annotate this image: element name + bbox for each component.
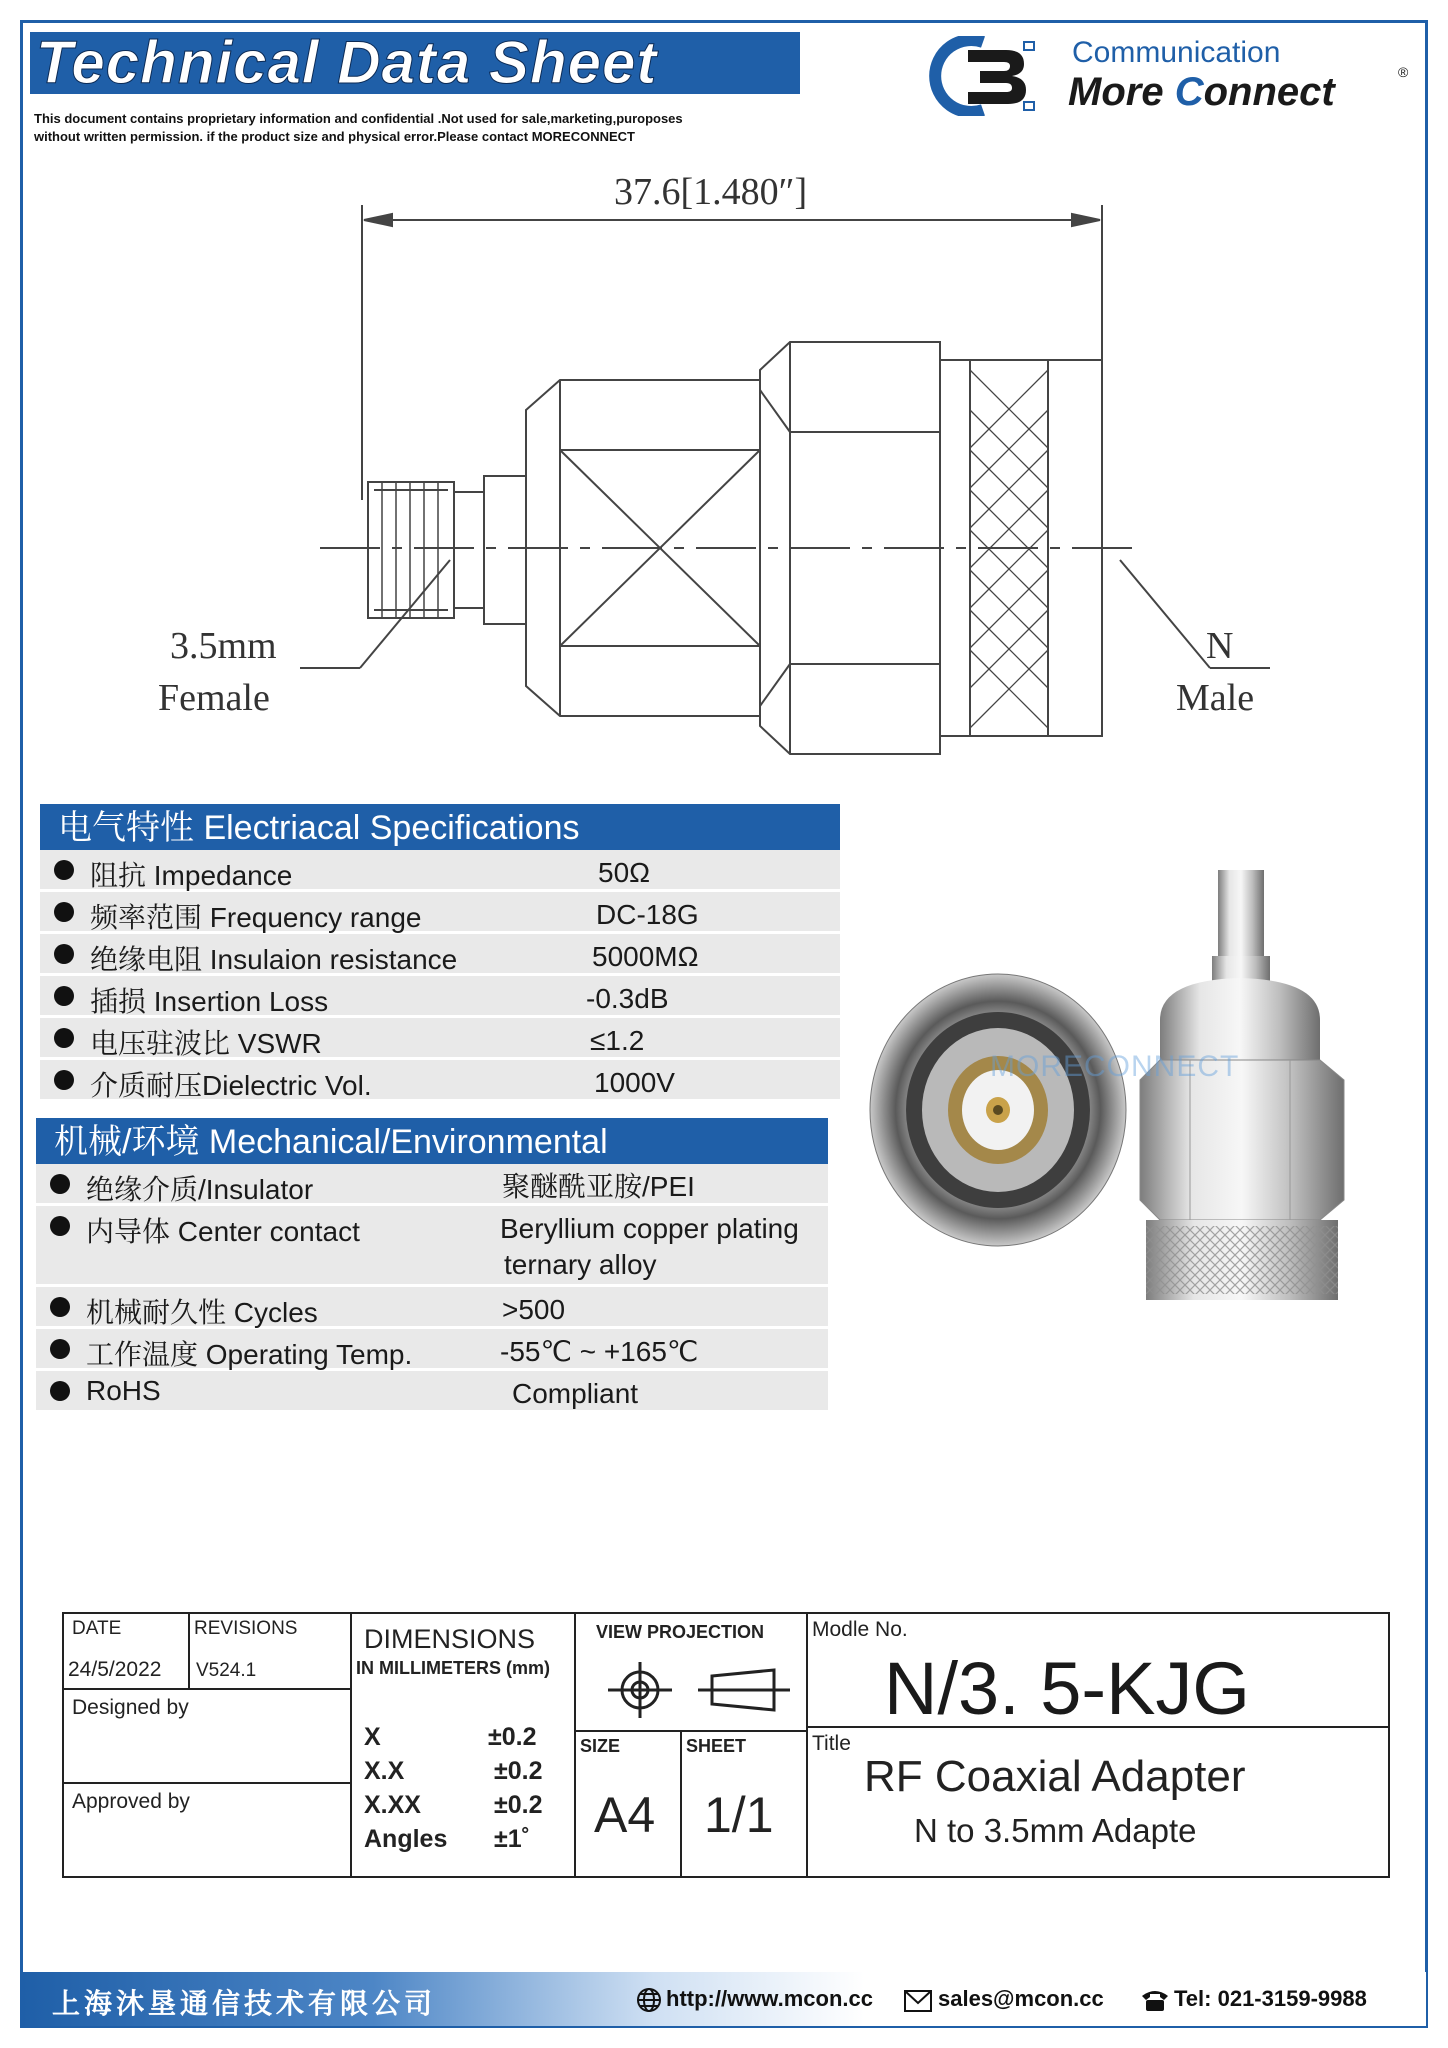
left-end-gender: Female xyxy=(158,677,270,719)
disclaimer-line-1: This document contains proprietary information and confidential .Not used for sale,marketing,puroposes xyxy=(34,111,683,126)
website-link[interactable]: http://www.mcon.cc xyxy=(666,1986,873,2011)
spec-row: 工作温度 Operating Temp. -55℃ ~ +165℃ xyxy=(36,1329,828,1371)
revisions-label: REVISIONS xyxy=(194,1618,298,1639)
tolerance-row: X.X ±0.2 xyxy=(364,1757,543,1785)
dimensions-units: IN MILLIMETERS (mm) xyxy=(356,1658,550,1678)
spec-row: 介质耐压Dielectric Vol. 1000V xyxy=(40,1060,840,1102)
disclaimer xyxy=(34,110,834,146)
bullet-icon xyxy=(50,1297,70,1317)
company-name: 上海沐垦通信技术有限公司 xyxy=(52,1988,437,2019)
designed-by-label: Designed by xyxy=(72,1696,189,1719)
sheet-value: 1/1 xyxy=(704,1787,774,1843)
bullet-icon xyxy=(54,1028,74,1048)
company-logo-icon xyxy=(928,36,1038,116)
view-projection-label: VIEW PROJECTION xyxy=(596,1622,765,1642)
bullet-icon xyxy=(54,944,74,964)
email-icon xyxy=(904,1990,932,2012)
model-label: Modle No. xyxy=(812,1618,908,1641)
bullet-icon xyxy=(54,860,74,880)
photo-watermark: MORECONNECT xyxy=(990,1050,1240,1083)
title-label: Title xyxy=(812,1732,851,1755)
spec-row: 插损 Insertion Loss -0.3dB xyxy=(40,976,840,1018)
spec-row: RoHS Compliant xyxy=(36,1371,828,1413)
approved-by-label: Approved by xyxy=(72,1790,190,1813)
electrical-spec-heading: 电气特性 Electriacal Specifications xyxy=(40,804,840,850)
tolerance-row: Angles ±1˚ xyxy=(364,1825,530,1853)
product-photo xyxy=(860,860,1400,1310)
spec-row: 绝缘介质/Insulator 聚醚酰亚胺/PEI xyxy=(36,1164,828,1206)
phone-number: Tel: 021-3159-9988 xyxy=(1174,1986,1367,2011)
tolerance-row: X ±0.2 xyxy=(364,1723,537,1751)
bullet-icon xyxy=(50,1216,70,1236)
spec-row: 阻抗 Impedance 50Ω xyxy=(40,850,840,892)
bullet-icon xyxy=(50,1339,70,1359)
page-title: Technical Data Sheet xyxy=(36,29,658,96)
right-end-gender: Male xyxy=(1176,677,1255,719)
tolerance-list xyxy=(364,1720,564,1856)
phone-icon xyxy=(1140,1988,1170,2012)
disclaimer-line-2: without written permission. if the product size and physical error.Please contact MORECONNECT xyxy=(34,129,635,144)
mechanical-spec-heading: 机械/环境 Mechanical/Environmental xyxy=(36,1118,828,1164)
model-number: N/3. 5-KJG xyxy=(884,1647,1250,1730)
tolerance-row: X.XX ±0.2 xyxy=(364,1791,543,1819)
product-title: RF Coaxial Adapter xyxy=(864,1752,1246,1801)
size-label: SIZE xyxy=(580,1736,621,1756)
bullet-icon xyxy=(54,1070,74,1090)
electrical-spec-table xyxy=(40,804,840,1102)
globe-icon xyxy=(636,1987,662,2013)
spec-row: 电压驻波比 VSWR ≤1.2 xyxy=(40,1018,840,1060)
technical-drawing xyxy=(120,160,1300,770)
sheet-label: SHEET xyxy=(686,1736,747,1756)
bullet-icon xyxy=(54,986,74,1006)
product-subtitle: N to 3.5mm Adapte xyxy=(914,1812,1197,1849)
date-value: 24/5/2022 xyxy=(68,1658,162,1681)
registered-mark: ® xyxy=(1398,64,1409,80)
revisions-value: V524.1 xyxy=(196,1660,257,1681)
date-label: DATE xyxy=(72,1618,122,1639)
email-link[interactable]: sales@mcon.cc xyxy=(938,1986,1104,2011)
spec-row: 频率范围 Frequency range DC-18G xyxy=(40,892,840,934)
size-value: A4 xyxy=(594,1787,656,1843)
spec-row: 绝缘电阻 Insulaion resistance 5000MΩ xyxy=(40,934,840,976)
logo-tagline: Communication xyxy=(1072,36,1281,69)
spec-row: 机械耐久性 Cycles >500 xyxy=(36,1287,828,1329)
left-end-size: 3.5mm xyxy=(170,625,277,667)
overall-length-dimension: 37.6[1.480″] xyxy=(614,171,808,213)
mechanical-spec-table xyxy=(36,1118,828,1413)
bullet-icon xyxy=(50,1381,70,1401)
dimensions-label: DIMENSIONS xyxy=(364,1624,536,1654)
bullet-icon xyxy=(50,1174,70,1194)
projection-symbol-icon xyxy=(594,1658,794,1722)
spec-row: 内导体 Center contact Beryllium copper plating ternary alloy xyxy=(36,1206,828,1287)
right-end-type: N xyxy=(1206,625,1234,667)
title-block xyxy=(62,1612,1390,1878)
bullet-icon xyxy=(54,902,74,922)
logo-name: More Connect xyxy=(1068,70,1335,114)
